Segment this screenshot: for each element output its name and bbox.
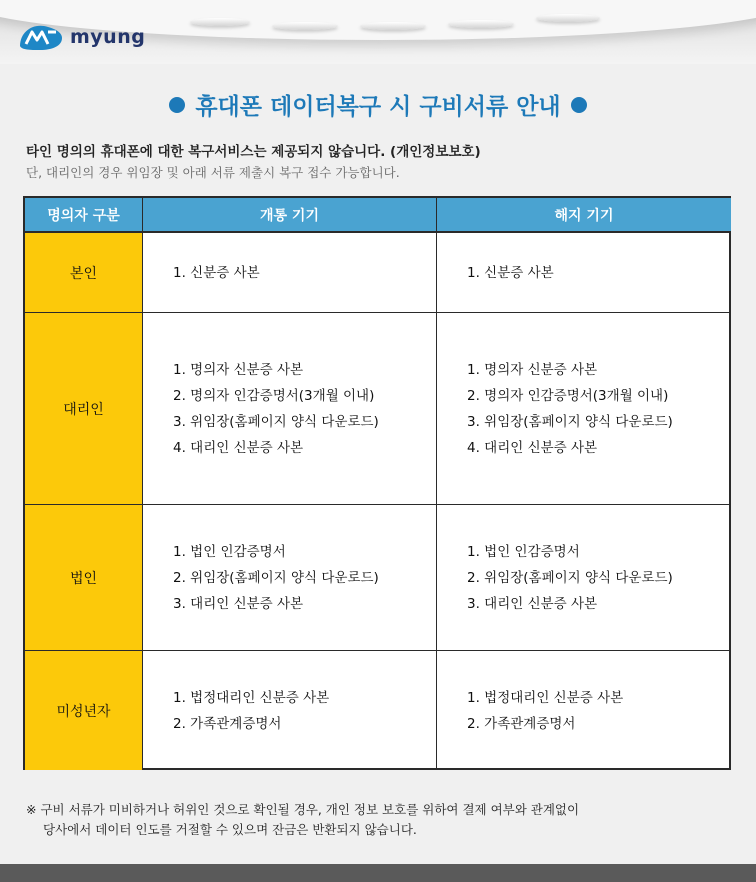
- list-item: 2. 명의자 인감증명서(3개월 이내): [173, 387, 375, 404]
- notice-text: 타인 명의의 휴대폰에 대한 복구서비스는 제공되지 않습니다. (개인정보보호): [26, 144, 481, 160]
- cell-minor-active: [143, 651, 437, 770]
- cell-minor-terminated: [437, 651, 731, 770]
- decor-dash: [272, 22, 338, 30]
- list-item: 2. 위임장(홈페이지 양식 다운로드): [467, 569, 673, 586]
- list-item: 4. 대리인 신분증 사본: [467, 439, 598, 456]
- list-item: 2. 명의자 인감증명서(3개월 이내): [467, 387, 669, 404]
- row-label-corporation: 법인: [25, 505, 143, 651]
- list-item: 3. 위임장(홈페이지 양식 다운로드): [467, 413, 673, 430]
- list-item: 3. 위임장(홈페이지 양식 다운로드): [173, 413, 379, 430]
- list-item: 3. 대리인 신분증 사본: [173, 595, 304, 612]
- notice-subtext: 단, 대리인의 경우 위임장 및 아래 서류 제출시 복구 접수 가능합니다.: [26, 165, 400, 180]
- list-item: 2. 위임장(홈페이지 양식 다운로드): [173, 569, 379, 586]
- row-label-agent: 대리인: [25, 313, 143, 505]
- cell-corporation-active: [143, 505, 437, 651]
- list-item: 1. 법정대리인 신분증 사본: [173, 689, 330, 706]
- page-title-text: 휴대폰 데이터복구 시 구비서류 안내: [195, 94, 561, 120]
- list-item: 1. 신분증 사본: [173, 264, 260, 281]
- decor-dash: [360, 22, 426, 30]
- cell-agent-terminated: [437, 313, 731, 505]
- header-terminated-device: 해지 기기: [437, 198, 731, 233]
- cell-self-terminated: [437, 233, 731, 313]
- list-item: 1. 명의자 신분증 사본: [467, 361, 598, 378]
- brand-logo[interactable]: [18, 22, 145, 52]
- row-label-minor: 미성년자: [25, 651, 143, 770]
- list-item: 1. 명의자 신분증 사본: [173, 361, 304, 378]
- cell-self-active: [143, 233, 437, 313]
- list-item: 3. 대리인 신분증 사본: [467, 595, 598, 612]
- list-item: 1. 법인 인감증명서: [173, 543, 286, 560]
- document-table: [23, 196, 731, 770]
- footnote-line-2: 당사에서 데이터 인도를 거절할 수 있으며 잔금은 반환되지 않습니다.: [43, 822, 417, 837]
- list-item: 2. 가족관계증명서: [173, 715, 282, 732]
- list-item: 1. 법인 인감증명서: [467, 543, 580, 560]
- decor-dash: [190, 18, 250, 26]
- list-item: 1. 신분증 사본: [467, 264, 554, 281]
- header-owner-type: 명의자 구분: [25, 198, 143, 233]
- decor-dash: [536, 14, 600, 22]
- footnote: [26, 800, 579, 840]
- footnote-line-1: ※ 구비 서류가 미비하거나 허위인 것으로 확인될 경우, 개인 정보 보호를 위하여 결제 여부와 관계없이: [26, 802, 580, 817]
- bullet-icon: [571, 97, 587, 113]
- list-item: 2. 가족관계증명서: [467, 715, 576, 732]
- logo-text: myung: [70, 26, 146, 48]
- myung-logo-icon: [18, 22, 64, 52]
- row-label-self: 본인: [25, 233, 143, 313]
- cell-corporation-terminated: [437, 505, 731, 651]
- list-item: 4. 대리인 신분증 사본: [173, 439, 304, 456]
- bottom-bar: [0, 864, 756, 882]
- bullet-icon: [169, 97, 185, 113]
- header-active-device: 개통 기기: [143, 198, 437, 233]
- decor-dash: [448, 20, 514, 28]
- page-title: [0, 88, 756, 121]
- list-item: 1. 법정대리인 신분증 사본: [467, 689, 624, 706]
- cell-agent-active: [143, 313, 437, 505]
